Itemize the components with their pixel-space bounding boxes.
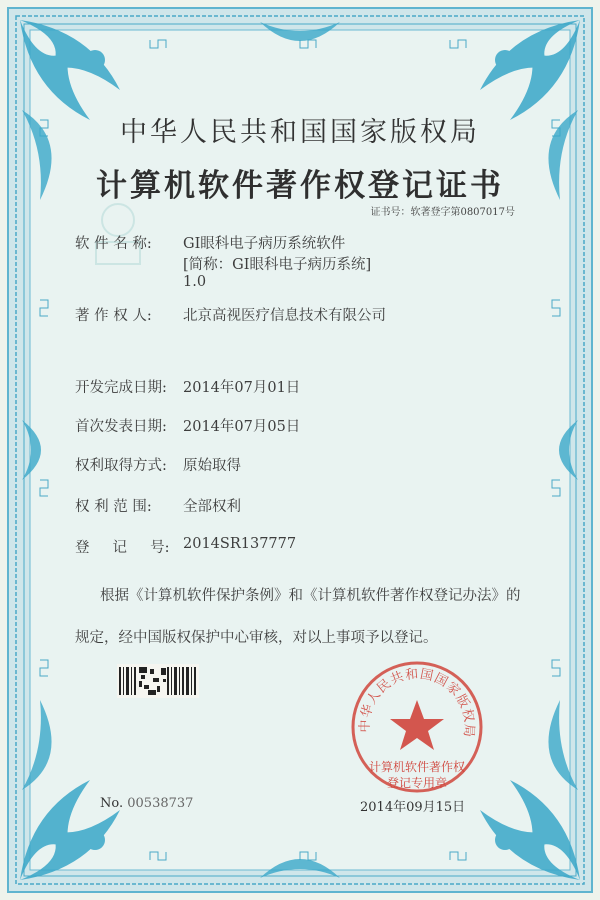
serial-value: 00538737	[127, 796, 194, 811]
software-version: 1.0	[183, 274, 207, 290]
scope-value: 全部权利	[183, 499, 241, 515]
barcode	[117, 664, 199, 698]
copyright-owner-label: 著 作 权 人:	[75, 308, 152, 324]
scope-label: 权 利 范 围:	[75, 499, 152, 515]
certificate-number: 证书号：软著登字第0807017号	[370, 207, 515, 218]
completion-date-value: 2014年07月01日	[183, 380, 301, 396]
acquisition-value: 原始取得	[183, 458, 241, 474]
statement-line-2: 规定，经中国版权保护中心审核，对以上事项予以登记。	[75, 630, 438, 646]
serial-number	[100, 796, 193, 811]
software-name-label: 软 件 名 称:	[75, 236, 152, 252]
registration-value: 2014SR137777	[183, 536, 297, 552]
acquisition-label: 权利取得方式:	[75, 458, 167, 474]
software-short-name: [简称：GI眼科电子病历系统]	[183, 257, 372, 273]
completion-date-label: 开发完成日期:	[75, 380, 167, 396]
publish-date-label: 首次发表日期:	[75, 419, 167, 435]
serial-prefix: No.	[100, 796, 124, 811]
seal-ring-text: 中华人民共和国国家版权局	[357, 666, 477, 739]
issue-date: 2014年09月15日	[360, 800, 466, 815]
seal-line-2: 登记专用章	[386, 776, 447, 790]
publish-date-value: 2014年07月05日	[183, 419, 301, 435]
certificate-title: 计算机软件著作权登记证书	[96, 168, 504, 204]
copyright-owner-value: 北京高视医疗信息技术有限公司	[183, 308, 386, 324]
registration-label: 登 记 号:	[75, 540, 170, 556]
seal-line-1: 计算机软件著作权	[368, 760, 465, 774]
software-name-value: GI眼科电子病历系统软件	[183, 236, 346, 252]
statement-line-1: 根据《计算机软件保护条例》和《计算机软件著作权登记办法》的	[100, 588, 521, 604]
issuer-name: 中华人民共和国国家版权局	[120, 117, 480, 148]
